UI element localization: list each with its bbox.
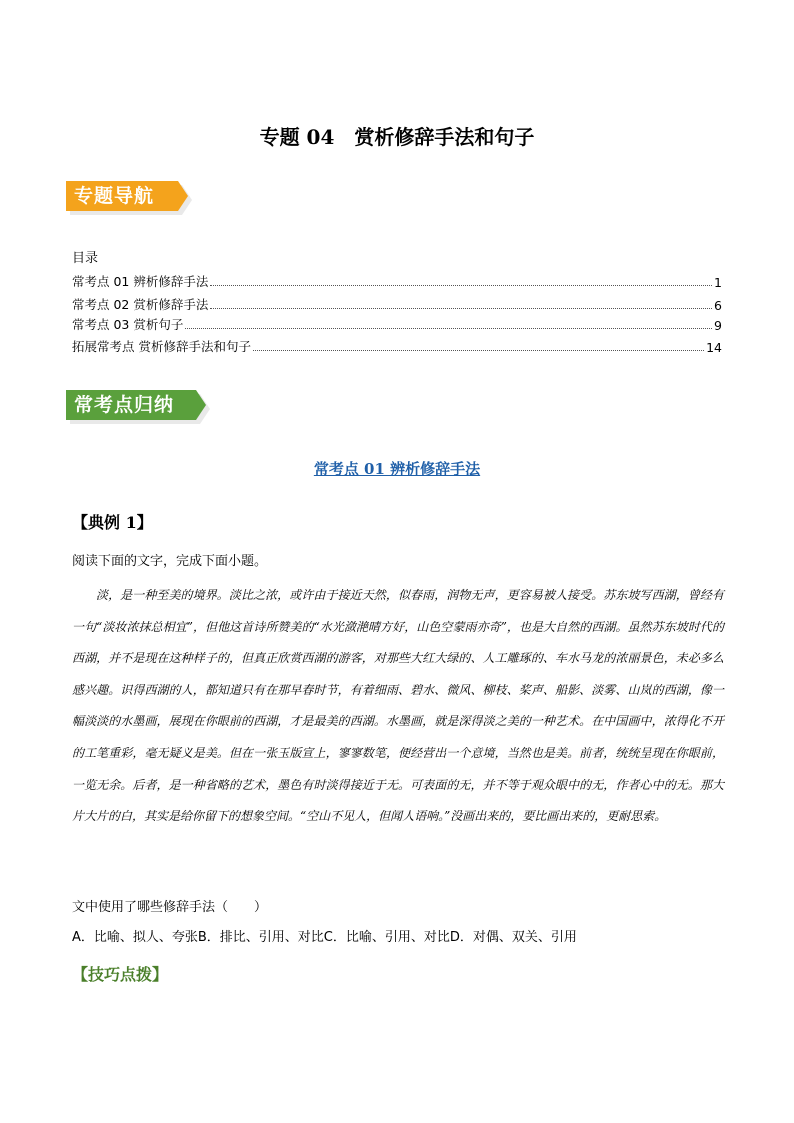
toc-item-page: 6 [714, 298, 722, 313]
toc-item-page: 9 [714, 318, 722, 333]
toc-leader-dots [253, 350, 704, 351]
topic-nav-banner [66, 181, 196, 219]
toc-item-label: 常考点 03 赏析句子 [72, 317, 184, 332]
example-label: 【典例 1】 [72, 513, 153, 532]
toc-item[interactable] [72, 272, 722, 290]
toc-item-label: 拓展常考点 赏析修辞手法和句子 [72, 339, 251, 354]
toc-leader-dots [210, 285, 712, 286]
document-title: 专题 04 赏析修辞手法和句子 [259, 125, 535, 149]
topic-nav-label: 专题导航 [74, 185, 155, 207]
toc-item-label: 常考点 01 辨析修辞手法 [72, 274, 209, 289]
key-points-label: 常考点归纳 [74, 394, 175, 416]
toc-leader-dots [185, 328, 712, 329]
toc-item-page: 14 [706, 340, 722, 355]
toc-heading: 目录 [72, 251, 99, 266]
toc-leader-dots [210, 308, 712, 309]
toc-item[interactable] [72, 337, 722, 355]
toc-item[interactable] [72, 315, 722, 333]
key-points-banner [66, 390, 214, 428]
section-title[interactable]: 常考点 01 辨析修辞手法 [313, 460, 481, 478]
question-stem: 文中使用了哪些修辞手法（ ） [72, 900, 268, 915]
toc-item[interactable] [72, 295, 722, 313]
toc-item-label: 常考点 02 赏析修辞手法 [72, 297, 209, 312]
tip-label: 【技巧点拨】 [72, 965, 169, 984]
reading-instruction: 阅读下面的文字，完成下面小题。 [72, 554, 268, 569]
reading-passage: 淡，是一种至美的境界。淡比之浓，或许由于接近天然，似春雨，润物无声，更容易被人接受。苏东坡写西湖，曾经有一句“淡妆浓抹总相宜”，但他这首诗所赞美的“水光潋滟晴方好，山色空蒙雨亦奇”，也是大自然的西湖。虽然苏东坡时代的西湖，并不是现在这种样子的，但真正欣赏西湖的游客，对那些大红大绿的、人工雕琢的、车水马龙的浓丽景色，未必多么感兴趣。识得西湖的人，都知道只有在那早春时节，有着细雨、碧水、微风、柳枝、桨声、船影、淡雾、山岚的西湖，像一幅淡淡的水墨画，展现在你眼前的西湖，才是最美的西湖。水墨画，就是深得淡之美的一种艺术。在中国画中，浓得化不开的工笔重彩，毫无疑义是美。但在一张玉版宣上，寥寥数笔，便经营出一个意境，当然也是美。前者，统统呈现在你眼前，一览无余。后者，是一种省略的艺术，墨色有时淡得接近于无。可表面的无，并不等于观众眼中的无，作者心中的无。那大片大片的白，其实是给你留下的想象空间。“空山不见人，但闻人语响。”没画出来的，要比画出来的，更耐思索。 [72, 588, 724, 824]
answer-options: A．比喻、拟人、夸张B．排比、引用、对比C．比喻、引用、对比D．对偶、双关、引用 [72, 930, 577, 945]
toc-item-page: 1 [714, 275, 722, 290]
